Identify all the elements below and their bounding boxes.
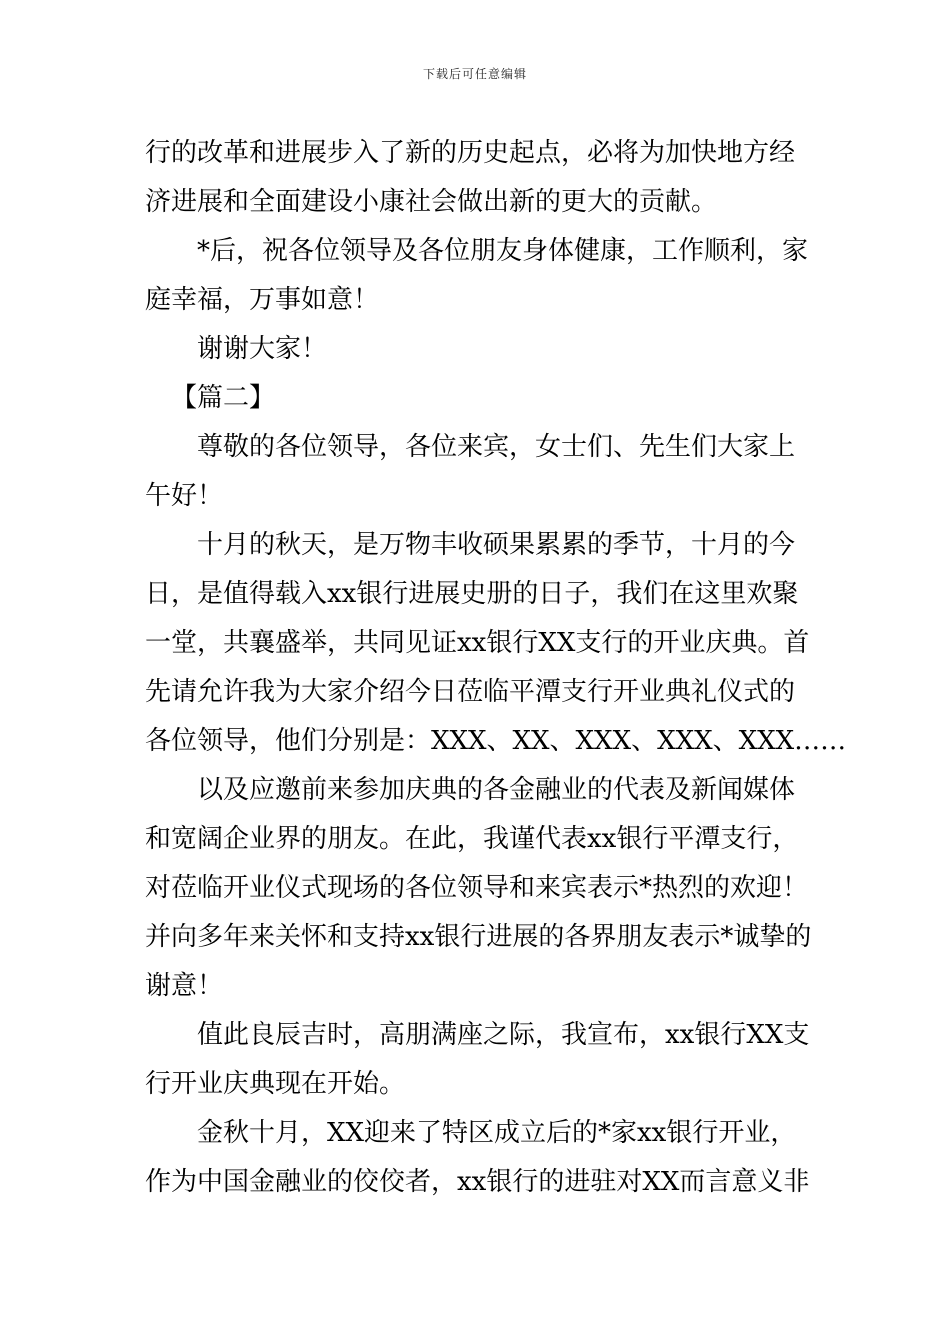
- paragraph-7: [145, 766, 810, 1011]
- text-line: 十月的秋天，是万物丰收硕果累累的季节，十月的今: [197, 530, 796, 560]
- text-line: 各位领导，他们分别是：XXX、XX、XXX、XXX、XXX……: [145, 726, 847, 756]
- text-line: 一堂，共襄盛举，共同见证xx银行XX支行的开业庆典。首: [145, 628, 810, 658]
- text-line: 午好！: [145, 481, 224, 511]
- text-line: 先请允许我为大家介绍今日莅临平潭支行开业典礼仪式的: [145, 677, 796, 707]
- text-line: 尊敬的各位领导，各位来宾，女士们、先生们大家上: [197, 432, 796, 462]
- document-body: [145, 129, 847, 1207]
- text-line: 以及应邀前来参加庆典的各金融业的代表及新闻媒体: [197, 775, 796, 805]
- text-line: 日，是值得载入xx银行进展史册的日子，我们在这里欢聚: [145, 579, 799, 609]
- text-line: *后，祝各位领导及各位朋友身体健康，工作顺利，家: [197, 236, 809, 266]
- paragraph-2: [145, 227, 810, 325]
- text-line: 作为中国金融业的佼佼者，xx银行的进驻对XX而言意义非: [145, 1167, 810, 1197]
- paragraph-1: [145, 129, 810, 227]
- text-line: 庭幸福，万事如意！: [145, 285, 380, 315]
- text-line: 值此良辰吉时，高朋满座之际，我宣布，xx银行XX支: [197, 1020, 810, 1050]
- text-line: 对莅临开业仪式现场的各位领导和来宾表示*热烈的欢迎！: [145, 873, 809, 903]
- page-header: 下载后可任意编辑: [422, 67, 527, 81]
- text-line: 行开业庆典现在开始。: [145, 1069, 406, 1099]
- paragraph-9: [145, 1109, 810, 1207]
- section-heading: [145, 374, 810, 423]
- text-line: 【篇二】: [171, 383, 276, 413]
- text-line: 和宽阔企业界的朋友。在此，我谨代表xx银行平潭支行，: [145, 824, 799, 854]
- text-line: 并向多年来关怀和支持xx银行进展的各界朋友表示*诚挚的: [145, 922, 812, 952]
- paragraph-3: [145, 325, 810, 374]
- text-line: 济进展和全面建设小康社会做出新的更大的贡献。: [145, 187, 718, 217]
- paragraph-8: [145, 1011, 810, 1109]
- text-line: 谢意！: [145, 971, 224, 1001]
- paragraph-6: [145, 521, 847, 766]
- paragraph-5: [145, 423, 810, 521]
- text-line: 谢谢大家！: [197, 334, 328, 364]
- text-line: 行的改革和进展步入了新的历史起点，必将为加快地方经: [145, 138, 796, 168]
- text-line: 金秋十月，XX迎来了特区成立后的*家xx银行开业，: [197, 1118, 797, 1148]
